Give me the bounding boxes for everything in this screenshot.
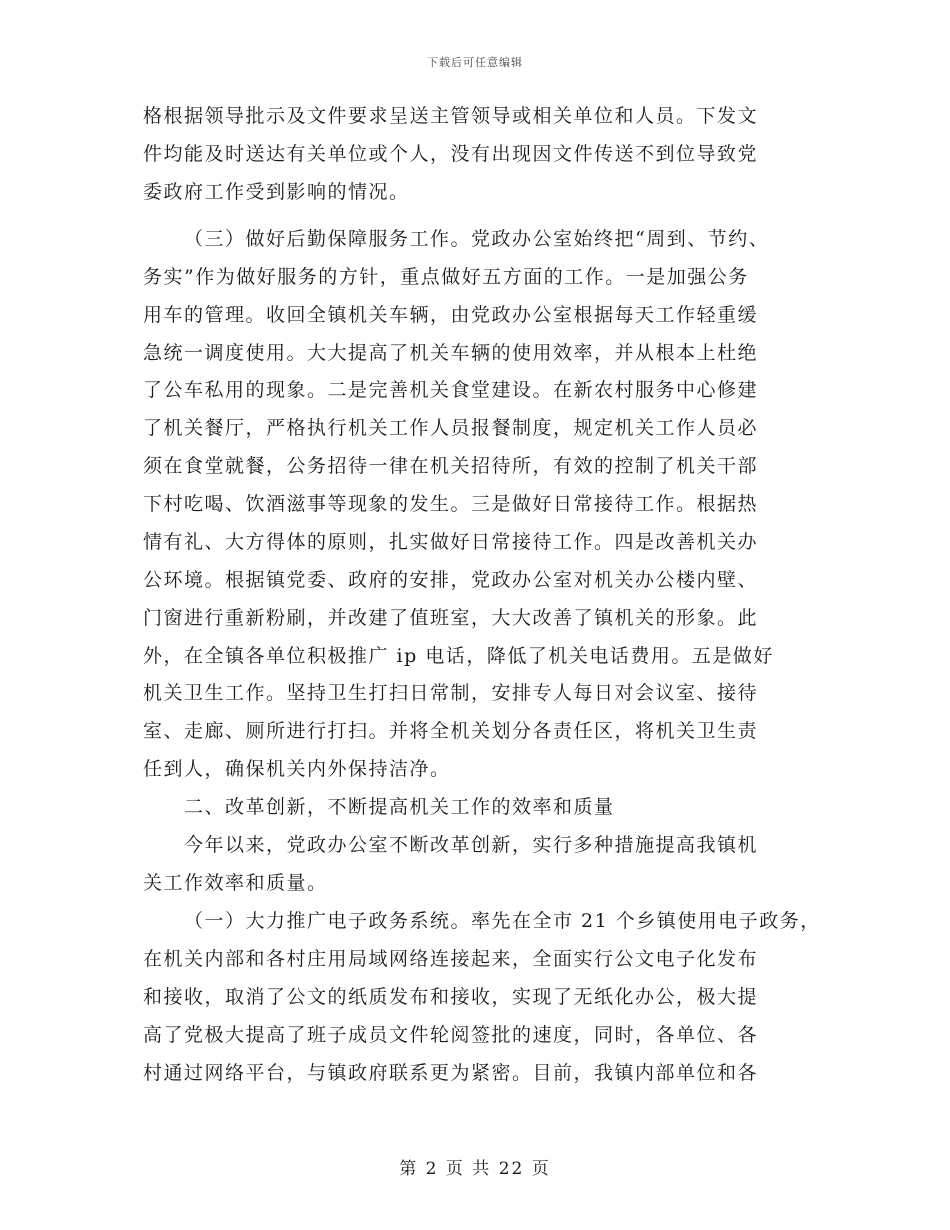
text-line: 高了党极大提高了班子成员文件轮阅签批的速度，同时，各单位、各 [143,1024,759,1046]
text-line: 室、走廊、厕所进行打扫。并将全机关划分各责任区，将机关卫生责 [143,720,759,742]
text-line: 下村吃喝、饮酒滋事等现象的发生。三是做好日常接待工作。根据热 [143,493,759,515]
section-heading: 二、改革创新，不断提高机关工作的效率和质量 [184,796,615,818]
text-line: 任到人，确保机关内外保持洁净。 [143,758,451,780]
text-line: 委政府工作受到影响的情况。 [143,181,410,203]
text-line: 须在食堂就餐，公务招待一律在机关招待所，有效的控制了机关干部 [143,455,759,477]
text-line: 在机关内部和各村庄用局域网络连接起来，全面实行公文电子化发布 [143,948,759,970]
text-line: 今年以来，党政办公室不断改革创新，实行多种措施提高我镇机 [184,834,759,856]
text-line: 用车的管理。收回全镇机关车辆，由党政办公室根据每天工作轻重缓 [143,304,759,326]
text-line: 关工作效率和质量。 [143,872,328,894]
text-line: 门窗进行重新粉刷，并改建了值班室，大大改善了镇机关的形象。此 [143,607,759,629]
text-line: 情有礼、大方得体的原则，扎实做好日常接待工作。四是改善机关办 [143,531,759,553]
text-line: 外，在全镇各单位积极推广 ip 电话，降低了机关电话费用。五是做好 [143,645,774,667]
text-line: 公环境。根据镇党委、政府的安排，党政办公室对机关办公楼内壁、 [143,569,759,591]
text-line: 格根据领导批示及文件要求呈送主管领导或相关单位和人员。下发文 [143,105,759,127]
text-line: （三）做好后勤保障服务工作。党政办公室始终把“周到、节约、 [184,228,770,250]
text-line: （一）大力推广电子政务系统。率先在全市 21 个乡镇使用电子政务， [184,910,821,932]
text-line: 和接收，取消了公文的纸质发布和接收，实现了无纸化办公，极大提 [143,986,759,1008]
page-header-note: 下载后可任意编辑 [427,56,523,69]
page-number-footer: 第 2 页 共 22 页 [399,1159,551,1179]
text-line: 急统一调度使用。大大提高了机关车辆的使用效率，并从根本上杜绝 [143,342,759,364]
text-line: 村通过网络平台，与镇政府联系更为紧密。目前，我镇内部单位和各 [143,1062,759,1084]
text-line: 了公车私用的现象。二是完善机关食堂建设。在新农村服务中心修建 [143,379,759,401]
text-line: 了机关餐厅，严格执行机关工作人员报餐制度，规定机关工作人员必 [143,417,759,439]
text-line: 机关卫生工作。坚持卫生打扫日常制，安排专人每日对会议室、接待 [143,682,759,704]
text-line: 务实”作为做好服务的方针，重点做好五方面的工作。一是加强公务 [143,266,749,288]
text-line: 件均能及时送达有关单位或个人，没有出现因文件传送不到位导致党 [143,143,759,165]
